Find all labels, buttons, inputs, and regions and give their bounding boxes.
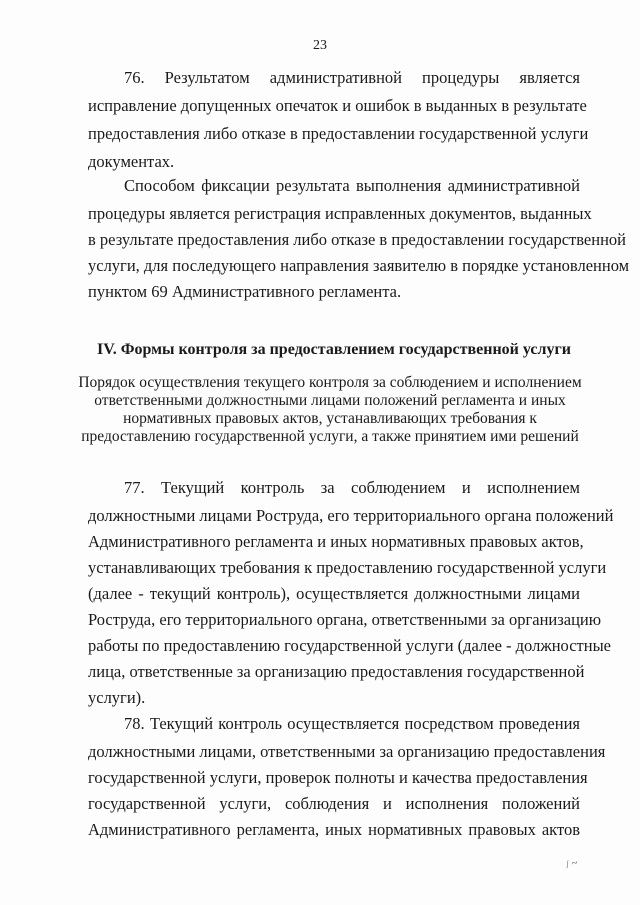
para77-line-8: лица, ответственные за организацию предоставления государственной <box>88 662 585 681</box>
para76b-line-5: пунктом 69 Административного регламента. <box>88 282 402 301</box>
para78-line-1: 78. Текущий контроль осуществляется посредством проведения <box>124 714 580 733</box>
para77-line-6: Роструда, его территориального органа, ответственными за организацию <box>88 610 602 629</box>
subheading-line-1: Порядок осуществления текущего контроля за соблюдением и исполнением <box>78 374 582 391</box>
para78-line-2: должностными лицами, ответственными за организацию предоставления <box>88 742 606 761</box>
para76b-line-1: Способом фиксации результата выполнения административной <box>124 176 580 195</box>
para78-line-5: Административного регламента, иных нормативных правовых актов <box>88 820 580 839</box>
para77-line-3: Административного регламента и иных нормативных правовых актов, <box>88 532 584 551</box>
para76-line-1: 76. Результатом административной процедуры является <box>124 68 580 87</box>
para76b-line-4: услуги, для последующего направления заявителю в порядке установленном <box>88 256 630 275</box>
subheading-line-2: ответственными должностными лицами положений регламента и иных <box>94 392 566 409</box>
section-heading: IV. Формы контроля за предоставлением государственной услуги <box>97 341 571 358</box>
para78-line-3: государственной услуги, проверок полноты и качества предоставления <box>88 768 588 787</box>
para76b-line-2: процедуры является регистрация исправленных документов, выданных <box>88 204 592 223</box>
para76-line-3: предоставления либо отказе в предоставлении государственной услуги <box>88 124 589 143</box>
para77-line-2: должностными лицами Роструда, его территориального органа положений <box>88 506 614 525</box>
corner-mark: / ~ <box>564 856 579 872</box>
para77-line-9: услуги). <box>88 688 146 707</box>
subheading-line-3: нормативных правовых актов, устанавливающих требования к <box>123 410 537 427</box>
page-number: 23 <box>313 38 327 53</box>
para77-line-5: (далее - текущий контроль), осуществляется должностными лицами <box>88 584 580 603</box>
para76-line-4: документах. <box>88 152 175 171</box>
subheading-line-4: предоставлению государственной услуги, а также принятием ими решений <box>81 428 579 445</box>
para77-line-4: устанавливающих требования к предоставлению государственной услуги <box>88 558 607 577</box>
para76-line-2: исправление допущенных опечаток и ошибок в выданных в результате <box>88 96 587 115</box>
para77-line-1: 77. Текущий контроль за соблюдением и исполнением <box>124 478 580 497</box>
para77-line-7: работы по предоставлению государственной услуги (далее - должностные <box>88 636 611 655</box>
para78-line-4: государственной услуги, соблюдения и исполнения положений <box>88 794 580 813</box>
para76b-line-3: в результате предоставления либо отказе в предоставлении государственной <box>88 230 626 249</box>
